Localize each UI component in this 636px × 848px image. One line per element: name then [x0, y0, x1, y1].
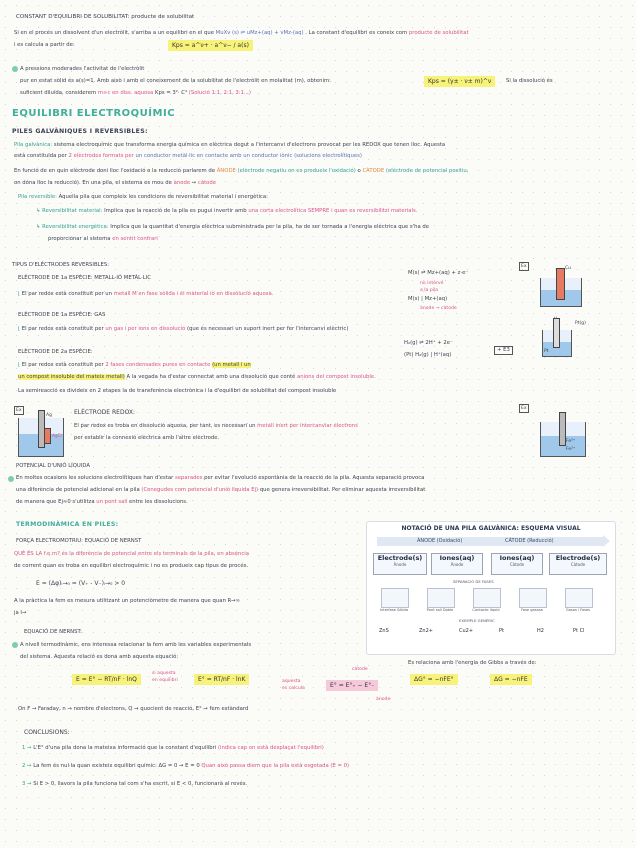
bullet-dot — [12, 66, 18, 72]
solubility-line3b: Si la dissolució és — [506, 78, 553, 84]
e3-title: ELÈCTRODE DE 2a ESPÈCIE: — [18, 349, 93, 355]
agcl-coating — [44, 428, 51, 444]
solubility-line4: suficient diluïda, considerem m≈c en diss. aquosa Kps = 3²· C⁴ (Solució 1:1, 2:1, 3:1...) — [20, 90, 251, 96]
e5-desc3: de manera que Ej≈0 s'utilitza un pont salí entre les dissolucions. — [16, 499, 188, 505]
piles-p2: Pila reversible: Aquella pila que compleix les condicions de reversibilitat material i energètica: — [18, 194, 268, 200]
piles-p3: ↳ Reversibilitat material: Implica que la reacció de la pila es pugui invertir amb una corta electrolítica SEMPRE i quan es reversibilitzi materials. — [36, 208, 418, 214]
conclusion-1: 1 → L'E° d'una pila dona la mateixa informació que la constant d'equilibri (indica cap on està desplaçat l'equilibri) — [22, 745, 324, 751]
fig-agcl-label: AgCl — [52, 433, 62, 438]
nernst-eq2: E° = RT/nF · lnK — [194, 674, 249, 685]
fem-desc4: ja I→ — [14, 610, 27, 616]
nernst-eq3: E° = E°₊ − E°₋ — [326, 680, 378, 691]
schema-cell-2: Iones(aq) Ànode — [431, 553, 483, 575]
schema-mini-label-5: Gasos i Fases — [565, 608, 591, 612]
e3-eq2: (Pt) H₂(g) | H⁺(aq) — [404, 352, 452, 358]
e1-desc: ⌊ El par redox està constituït per un metall M en fase sòlida i el material iò en dissolució aquosa. — [18, 291, 274, 297]
schema-mini-label-2: Pont salí Doble — [426, 608, 454, 612]
schema-example-3: Cu2+ — [459, 628, 474, 634]
schema-example-label: EXEMPLE GENÈRIC — [459, 618, 495, 623]
solubility-line3: pur en estat sòlid és a(s)=1. Amb això i amb el coneixement de la solubilitat de l'electròlit en molalitat (m), obtenim: — [20, 78, 331, 84]
e1-eq1-note: no intervé — [420, 281, 444, 286]
conclusion-2: 2 → La fem és nul·la quan existeix equilibri químic: ΔG = 0 → E = 0 Quan això passa diem que la pila està esgotada (E = 0) — [22, 763, 350, 769]
e1-eq1: M(s) ⇌ Mz+(aq) + z·e⁻ — [408, 270, 469, 276]
section-title: EQUILIBRI ELECTROQUÍMIC — [12, 108, 176, 119]
schema-title: NOTACIÓ DE UNA PILA GALVÀNICA: ESQUEMA VISUAL — [401, 525, 581, 532]
gibbs-desc: Es relaciona amb l'energia de Gibbs a través de: — [408, 660, 537, 666]
electrode-cu — [556, 268, 565, 300]
e5-desc2: una diferència de potencial adicional en la pila (Conegudes com potencial d'unió líquida Ej) que genera irreversibilitat. Per eliminar aquesta irreversibilitat — [16, 487, 426, 493]
schema-mini-label-3: Contacte líquid — [472, 608, 500, 612]
fem-eq: E = (Δφ)ᵢ→₀ = (V₊ - V₋)ᵢ→₀ > 0 — [36, 580, 126, 587]
nernst-catode: càtode — [352, 667, 368, 672]
e3-desc1: ⌊ El par redox està constituït per 2 fases condensades pures en contacte (un metall i un — [18, 362, 251, 368]
kps-formula: Kps = a^ν+ · a^ν− / a(s) — [168, 40, 253, 51]
nernst-note3: aquesta — [282, 679, 301, 684]
schema-example-4: Pt — [499, 628, 504, 634]
schema-example-2: Zn2+ — [419, 628, 433, 634]
schema-cell-4: Electrode(s) Càtode — [549, 553, 607, 575]
gibbs-eq1: ΔG° = −nFE° — [410, 674, 458, 685]
fig-fe3-label: Fe³⁺ — [566, 439, 576, 444]
piles-title: PILES GALVÀNIQUES I REVERSIBLES: — [12, 128, 148, 135]
fem-desc3: A la pràctica la fem es mesura utilitzant un potenciòmetre de manera que quan R→∞ — [14, 598, 241, 604]
e2-desc: ⌊ El par redox està constituït per un gas i per ions en dissolució (que és necessari un suport inert per fer l'intercanvi elèctric) — [18, 326, 349, 332]
piles-p1-line4: on dóna lloc la reducció). En una pila, el sistema es mou de ànode → càtode — [14, 180, 217, 186]
e1-eq1-note2: a la pila — [420, 288, 439, 293]
nernst-title: EQUACIÓ DE NERNST: — [24, 629, 82, 635]
schema-anode-label: ÀNODE (Oxidació) — [417, 538, 463, 544]
schema-sep-label: SEPARACIÓ DE FASES — [453, 579, 494, 584]
fig-pt-label: Pt — [544, 349, 549, 354]
nernst-defs: On F → Faraday, n → nombre d'electrons, Q → quocient de reacció, E° → fem estàndard — [18, 706, 249, 712]
fem-desc1: QUÈ ÉS LA f.e.m? és la diferència de potencial entre els terminals de la pila, en absència — [14, 551, 250, 557]
nernst-desc1: A nivell termodinàmic, ens interessa relacionar la fem amb les variables experimentals — [20, 642, 252, 648]
fig-ex-label: Ex — [519, 262, 529, 271]
fig-ptg-label: Pt(g) — [575, 321, 586, 326]
nernst-desc2: del sistema. Aquesta relació es dona amb aquesta equació: — [20, 654, 179, 660]
piles-p4-line2: proporcionar al sistema en sentit contrari — [48, 236, 158, 242]
piles-p1-line2: està constituïda per 2 elèctrodes formats per un conductor metàl·lic en contacte amb un conductor iònic (solucions electrolítiques) — [14, 153, 362, 159]
e1-title: ELÈCTRODE DE 1a ESPÈCIE: METALL-IÓ METÀL·LIC — [18, 275, 151, 281]
schema-example-1: ZnS — [379, 628, 389, 634]
schema-mini-3 — [473, 588, 501, 608]
e1-eq2-note: ànode → càtode — [420, 306, 457, 311]
solubility-line2: A pressions moderades l'activitat de l'electròlit — [20, 66, 145, 72]
schema-catode-label: CÀTODE (Reducció) — [505, 538, 554, 544]
e3-box: + E3 — [494, 346, 513, 355]
e4-desc2: per establir la connexió elèctrica amb l'altre elèctrode. — [74, 435, 220, 441]
e3-desc3: La semireacció es divideix en 2 etapes la de transferència electrònica i la d'equilibri de solubilitat del compost insoluble — [18, 388, 337, 394]
bullet-dot — [12, 642, 18, 648]
e5-desc1: En moltes ocasions les solucions electrolítiques han d'estar separades per evitar l'evolució espontània de la reacció de la pila. Aquesta separació provoca — [16, 475, 425, 481]
gas-tube — [553, 318, 560, 348]
kps-formula2: Kps = (γ± · ν± m)^ν — [424, 76, 495, 87]
fem-desc2: de corrent quan es troba en equilibri electroquímic i no es produeix cap tipus de procés. — [14, 563, 249, 569]
piles-p4-line1: ↳ Reversibilitat energètica: Implica que la quantitat d'energia elèctrica subministrada per la pila, ha de ser tornada a l'energia elèctrica que s'ha de — [36, 224, 430, 230]
nernst-eq1: E = E° − RT/nF · lnQ — [72, 674, 141, 685]
schema-direction-bar — [377, 537, 605, 546]
fig-ag-label: Ag — [46, 413, 52, 418]
schema-mini-4 — [519, 588, 547, 608]
solubility-line1: Si en el procés un dissolvent d'un electròlit, s'arriba a un equilibri en el que MuXv (s) ⇌ uMz+(aq) + vMz-(aq) . La constant d'equilibri es coneix com producte de solubilitat — [14, 30, 469, 36]
schema-mini-1 — [381, 588, 409, 608]
schema-cell-3: Iones(aq) Càtode — [491, 553, 543, 575]
bullet-dot — [8, 476, 14, 482]
schema-mini-2 — [427, 588, 455, 608]
pile-notation-schema — [366, 521, 616, 655]
conclusions-title: CONCLUSIONS: — [24, 729, 70, 736]
direction-arrow-icon — [603, 535, 610, 547]
e1-eq2: M(s) | Mz+(aq) — [408, 296, 448, 302]
e3-desc2: un compost insoluble del mateix metall) A la vegada ha d'estar connectat amb una dissolució que conté anions del compost insoluble. — [18, 374, 376, 380]
electrodes-title: TIPUS D'ELÈCTRODES REVERSIBLES: — [12, 262, 110, 268]
nernst-note: si aquesta — [152, 671, 176, 676]
conclusion-3: 3 → Si E > 0, llavors la pila funciona tal com s'ha escrit, si E < 0, funcionarà al revés. — [22, 781, 248, 787]
solubility-line1b: i es calcula a partir de: — [14, 42, 75, 48]
schema-mini-5 — [565, 588, 593, 608]
fig-ex-label-3: Ex — [519, 404, 529, 413]
schema-example-5: H2 — [537, 628, 544, 634]
e3-eq1: H₂(g) ⇌ 2H⁺ + 2e⁻ — [404, 340, 453, 346]
piles-p1-line3: En funció de en quin elèctrode doni lloc l'oxidació o la reducció parlarem de ÀNODE (elèctrode negatiu on es produeix l'oxidació) o CÀTODE (elèctrode de potencial positiu, — [14, 168, 469, 174]
schema-mini-label-1: Interfase Sòlida — [379, 608, 409, 612]
nernst-note4: es calcula — [282, 686, 305, 691]
fig-ex-label-2: Ex — [14, 406, 24, 415]
nernst-anode: ànode — [376, 697, 391, 702]
piles-p1-line1: Pila galvànica: sistema electroquímic que transforma energia química en elèctrica degut a l'intercanvi d'electrons provocat per les REDOX que tenen lloc. Aquesta — [14, 142, 446, 148]
e2-title: ELÈCTRODE DE 1a ESPÈCIE: GAS — [18, 312, 106, 318]
electrode-pt — [559, 412, 566, 446]
thermo-title: TERMODINÀMICA EN PILES: — [16, 521, 119, 528]
fem-title: FORÇA ELECTROMOTRIU: EQUACIÓ DE NERNST — [16, 538, 142, 544]
e5-title: POTENCIAL D'UNIÓ LÍQUIDA — [16, 463, 90, 469]
fig-fe2-label: Fe²⁺ — [566, 447, 576, 452]
schema-example-6: Pt Cl — [573, 628, 585, 634]
gibbs-eq2: ΔG = −nFE — [490, 674, 532, 685]
fig-cu-label: Cu — [565, 266, 571, 271]
e4-title: ELÈCTRODE REDOX: — [74, 409, 136, 416]
e4-desc1: El par redox es troba en dissolució aquosa, per tant, es necessari un metall inert per intercanviar electrons — [74, 423, 358, 429]
solubility-header: CONSTANT D'EQUILIBRI DE SOLUBILITAT: producte de solubilitat — [16, 14, 195, 20]
nernst-note2: en equilibri — [152, 678, 178, 683]
schema-mini-label-4: Fase gasosa — [521, 608, 543, 612]
schema-cell-1: Electrode(s) Ànode — [373, 553, 427, 575]
